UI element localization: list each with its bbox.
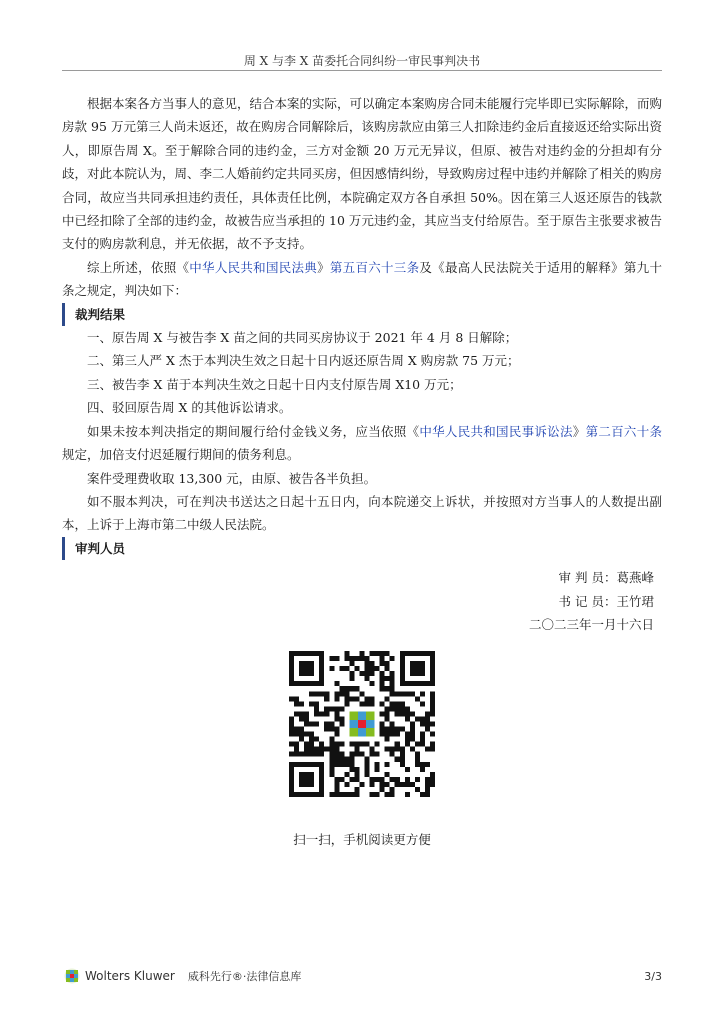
judge-signature: 审 判 员：葛燕峰 — [558, 570, 654, 586]
conclusion-text-b: 》 — [317, 259, 330, 275]
brand-name-cn-suffix: ®·法律信息库 — [231, 970, 302, 983]
brand-name-cn-main: 威科先行 — [187, 970, 232, 983]
brand-name-cn — [188, 968, 302, 984]
conclusion-paragraph — [62, 256, 662, 303]
judgment-date: 二〇二三年一月十六日 — [528, 616, 654, 632]
late-payment-text-b: 》 — [572, 423, 586, 439]
conclusion-text-a: 综上所述，依照《 — [87, 259, 190, 275]
judgment-item-3: 三、被告李 X 苗于本判决生效之日起十日内支付原告周 X10 万元； — [87, 376, 462, 392]
section-heading-personnel: 审判人员 — [62, 537, 662, 560]
judgment-item-1: 一、原告周 X 与被告李 X 苗之间的共同买房协议于 2021 年 4 月 8 日解除； — [87, 330, 518, 346]
brand-name: Wolters Kluwer — [85, 969, 175, 983]
page-number: 3/3 — [644, 970, 662, 983]
section-heading-judgment: 裁判结果 — [62, 303, 662, 326]
late-payment-text-c: 规定，加倍支付迟延履行期间的债务利息。 — [62, 447, 300, 463]
document-body — [62, 92, 662, 636]
conclusion-text-c: 及《最高人民法院关于适用的解释》第九十条之规定，判决如下： — [62, 259, 662, 299]
qr-caption: 扫一扫，手机阅读更方便 — [293, 832, 431, 847]
header-divider — [62, 70, 662, 71]
late-payment-paragraph — [62, 420, 662, 467]
wolters-kluwer-logo-icon — [64, 968, 80, 984]
article-563-link[interactable]: 第五百六十三条 — [329, 259, 420, 275]
judgment-item-2: 二、第三人严 X 杰于本判决生效之日起十日内返还原告周 X 购房款 75 万元； — [87, 353, 520, 369]
civil-procedure-law-link[interactable]: 中华人民共和国民事诉讼法 — [419, 423, 573, 439]
document-header-title: 周 X 与李 X 苗委托合同纠纷一审民事判决书 — [243, 54, 481, 68]
footer-brand — [64, 967, 301, 985]
civil-code-link[interactable]: 中华人民共和国民法典 — [189, 259, 318, 275]
late-payment-text-a: 如果未按本判决指定的期间履行给付金钱义务，应当依照《 — [87, 423, 420, 439]
clerk-signature: 书 记 员：王竹珺 — [558, 593, 654, 609]
qr-code-icon[interactable] — [289, 651, 435, 797]
article-260-link[interactable]: 第二百六十条 — [585, 423, 662, 439]
appeal-paragraph: 如不服本判决，可在判决书送达之日起十五日内，向本院递交上诉状，并按照对方当事人的人数提出副本，上诉于上海市第二中级人民法院。 — [62, 493, 662, 533]
judgment-item-4: 四、驳回原告周 X 的其他诉讼请求。 — [87, 400, 292, 416]
court-fee-paragraph: 案件受理费收取 13,300 元，由原、被告各半负担。 — [87, 470, 377, 486]
reasoning-paragraph: 根据本案各方当事人的意见，结合本案的实际，可以确定本案购房合同未能履行完毕即已实际解除，而购房款 95 万元第三人尚未返还，故在购房合同解除后，该购房款应由第三人扣除违约金后直接返还给实际出资人，即原告周 X。至于解除合同的违约金，三方对金额 20 万元无异议，但原、被告对违约金的分担却有分歧，对此本院认为，周、李二人婚前约定共同买房，但因感情纠纷，导致购房过程中违约并解除了相关的购房合同，故应当共同承担违约责任，具体责任比例，本院确定双方各自承担 50%。因在第三人返还原告的钱款中已经扣除了全部的违约金，故被告应当承担的 10 万元违约金，其应当支付给原告。至于原告主张要求被告支付的购房款利息，并无依据，故不予支持。 — [62, 96, 663, 252]
